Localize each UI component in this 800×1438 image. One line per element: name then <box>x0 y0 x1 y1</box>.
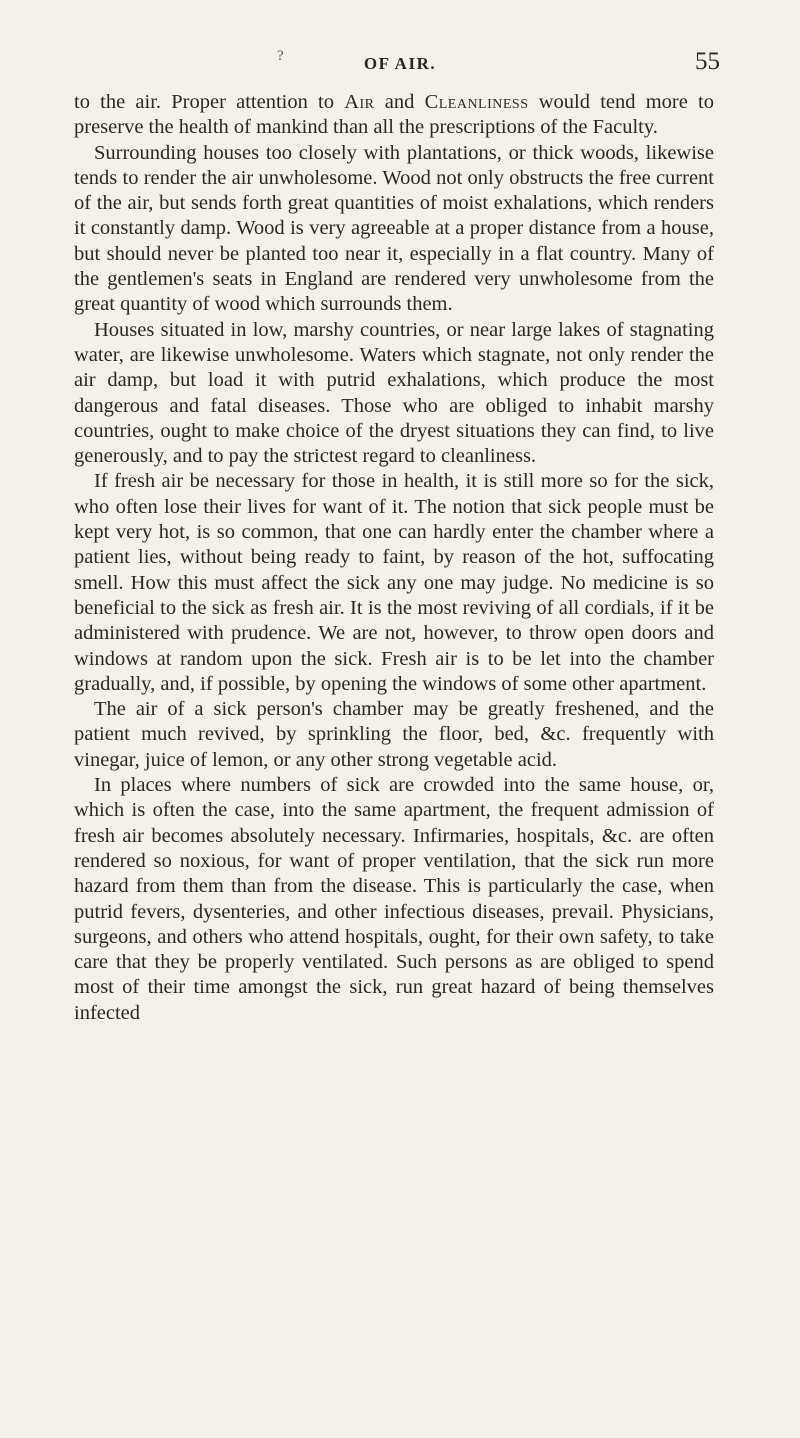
paragraph-2: Surrounding houses too closely with plantations, or thick woods, likewise tends to render the air unwholesome. Wood not only obstructs the free current of the air, but sends forth great quantities of moist exhalations, which renders it constantly damp. Wood is very agreeable at a proper distance from a house, but should never be planted too near it, especially in a flat country. Many of the gentlemen's seats in England are rendered very unwholesome from the great quantity of wood which surrounds them. <box>74 141 714 316</box>
paragraph-6: In places where numbers of sick are crowded into the same house, or, which is often the case, into the same apartment, the frequent admission of fresh air becomes absolutely necessary. Infirmaries, hospitals, &c. are often rendered so noxious, for want of proper ventilation, that the sick run more hazard from them than from the disease. This is particularly the case, when putrid fevers, dysenteries, and other infectious diseases, prevail. Physicians, surgeons, and others who attend hospitals, ought, for their own safety, to take care that they be properly ventilated. Such persons as are obliged to spend most of their time amongst the sick, run great hazard of being themselves infected <box>74 774 714 1024</box>
body-text <box>74 90 714 1026</box>
paragraph-5: The air of a sick person's chamber may be greatly freshened, and the patient much revived, by sprinkling the floor, bed, &c. frequently with vinegar, juice of lemon, or any other strong vegetable acid. <box>74 698 714 771</box>
paragraph-1: to the air. Proper attention to Air and Cleanliness would tend more to preserve the health of mankind than all the prescriptions of the Faculty. <box>74 91 714 139</box>
page-number: 55 <box>695 48 720 75</box>
running-head <box>0 48 800 78</box>
paragraph-3: Houses situated in low, marshy countries, or near large lakes of stagnating water, are likewise unwholesome. Waters which stagnate, not only render the air damp, but load it with putrid exhalations, which produce the most dangerous and fatal diseases. Those who are obliged to inhabit marshy countries, ought to make choice of the dryest situations they can find, to live generously, and to pay the strictest regard to cleanliness. <box>74 318 714 468</box>
stray-mark: ? <box>277 48 284 64</box>
paragraph-4: If fresh air be necessary for those in health, it is still more so for the sick, who often lose their lives for want of it. The notion that sick people must be kept very hot, is so common, that one can hardly enter the chamber where a patient lies, without being ready to faint, by reason of the hot, suffocating smell. How this must affect the sick any one may judge. No medicine is so beneficial to the sick as fresh air. It is the most reviving of all cordials, if it be administered with prudence. We are not, however, to throw open doors and windows at random upon the sick. Fresh air is to be let into the chamber gradually, and, if possible, by opening the windows of some other apartment. <box>74 470 714 695</box>
running-title: OF AIR. <box>363 54 437 73</box>
